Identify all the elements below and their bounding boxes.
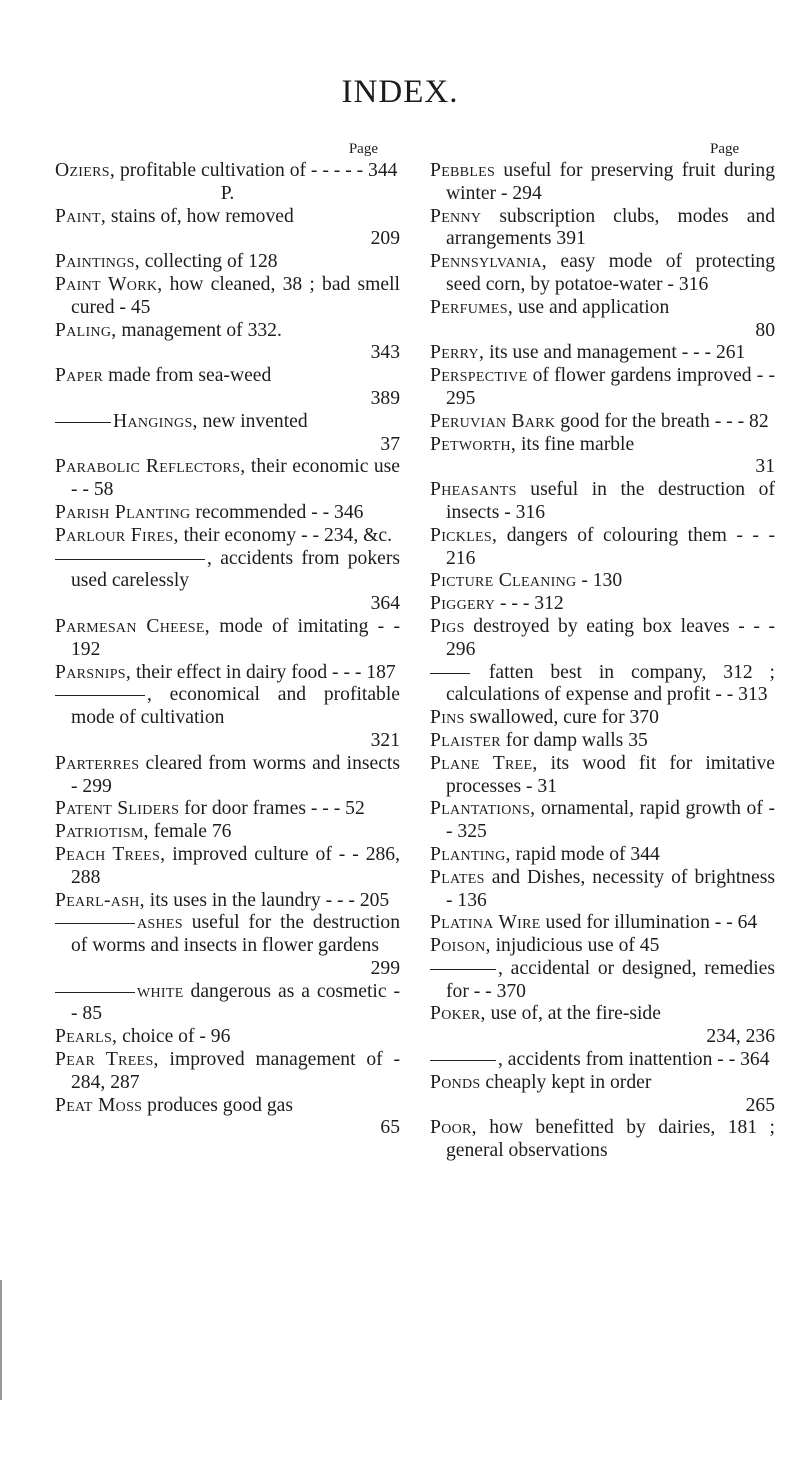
entry-page-number: 265 <box>745 1094 775 1116</box>
entry-text: of flower gardens improved - - 295 <box>446 365 775 409</box>
entry-text: for damp walls 35 <box>500 729 648 751</box>
entry-page-number: 234, 236 <box>706 1026 775 1048</box>
entry-text: , accidental or designed, remedies for - - 370 <box>446 957 775 1002</box>
entry-heading: Perfumes, <box>430 296 514 318</box>
entry-text: its fine marble <box>516 433 635 455</box>
index-entry <box>430 958 775 1004</box>
entry-page-number: 364 <box>370 593 400 615</box>
ditto-rule <box>430 673 470 674</box>
index-entry <box>55 981 400 1027</box>
entry-heading: Parlour Fires, <box>55 524 179 546</box>
index-entry <box>55 274 400 320</box>
entry-heading: white <box>137 980 184 1002</box>
index-entry <box>430 707 775 730</box>
entry-heading: Peruvian Bark <box>430 410 556 432</box>
entry-text: its wood fit for imitative processes - 31 <box>446 752 775 797</box>
entry-page-number: 65 <box>380 1117 400 1139</box>
index-entry <box>430 479 775 525</box>
index-entry <box>55 1026 400 1049</box>
entry-text: useful in the destruction of insects - 316 <box>446 479 775 523</box>
entry-text: dangers of colouring them - - - 216 <box>446 524 775 569</box>
entry-text: injudicious use of 45 <box>490 935 660 957</box>
index-entry <box>430 297 775 343</box>
entry-text: use and application <box>513 296 670 318</box>
page-column-header: Page <box>710 141 740 157</box>
entry-page-number: 389 <box>370 387 400 409</box>
entry-heading: Pigs <box>430 615 465 637</box>
page-column-header: Page <box>348 141 378 157</box>
index-entry <box>55 753 400 799</box>
entry-heading: Patriotism, <box>55 821 149 843</box>
entry-text: female 76 <box>148 821 232 843</box>
entry-heading: Paint, <box>55 205 107 227</box>
index-entry <box>430 935 775 958</box>
index-entry <box>55 662 400 685</box>
entry-text: its uses in the laundry - - - 205 <box>144 889 390 911</box>
entry-text: improved management of - 284, 287 <box>71 1049 400 1093</box>
entry-heading: Parish Planting <box>55 501 191 523</box>
index-entry <box>430 570 775 593</box>
entry-text: recommended - - 346 <box>190 501 364 523</box>
entry-text: destroyed by eating box leaves - - - 296 <box>446 615 775 660</box>
entry-text: for door frames - - - 52 <box>179 798 365 820</box>
entry-heading: Perspective <box>430 365 528 387</box>
index-entry <box>55 206 400 252</box>
entry-heading: Peat Moss <box>55 1094 143 1116</box>
entry-heading: Poison, <box>430 935 491 957</box>
entry-heading: Pearl-ash, <box>55 889 145 911</box>
entry-heading: Parsnips, <box>55 661 132 683</box>
entry-page-number: 80 <box>755 319 775 341</box>
ditto-rule <box>430 1060 496 1061</box>
entry-list <box>430 160 775 1163</box>
ditto-rule <box>55 992 135 993</box>
entry-text: ornamental, rapid growth of - - 325 <box>446 798 775 843</box>
entry-page-number: 321 <box>370 729 400 751</box>
page-title: INDEX. <box>341 74 459 110</box>
entry-heading: Pickles, <box>430 524 498 546</box>
entry-page-number: 299 <box>370 957 400 979</box>
entry-text: rapid mode of 344 <box>510 843 660 865</box>
entry-heading: ashes <box>137 912 183 934</box>
index-entry <box>430 753 775 799</box>
entry-text: profitable cultivation of - - - - - 344 <box>115 160 398 181</box>
entry-heading: Parmesan Cheese, <box>55 615 210 637</box>
entry-text: - 130 <box>576 570 623 592</box>
index-entry <box>430 160 775 206</box>
entry-heading: Pear Trees, <box>55 1049 159 1071</box>
entry-text: collecting of 128 <box>139 251 278 273</box>
index-entry <box>430 525 775 571</box>
index-entry <box>55 821 400 844</box>
entry-text: , economical and profitable mode of cultivation <box>71 684 400 729</box>
index-entry <box>430 867 775 913</box>
entry-heading: Pheasants <box>430 479 517 501</box>
entry-heading: Paintings, <box>55 251 140 273</box>
entry-text: improved culture of - - 286, 288 <box>71 843 400 888</box>
entry-text: swallowed, cure for 370 <box>464 707 659 729</box>
entry-heading: Paint Work, <box>55 273 163 295</box>
entry-text: - - - 312 <box>495 593 564 615</box>
index-entry <box>430 593 775 616</box>
index-entry <box>55 548 400 616</box>
entry-heading: Planting, <box>430 843 511 865</box>
index-entry <box>55 456 400 502</box>
entry-text: and Dishes, necessity of brightness - 136 <box>446 866 775 911</box>
section-letter: P. <box>220 182 235 204</box>
index-entry <box>55 525 400 548</box>
entry-heading: Ponds <box>430 1071 481 1093</box>
entry-text: useful for preserving fruit during winter - 294 <box>446 160 775 204</box>
entry-text: , accidents from pokers used carelessly <box>71 547 400 592</box>
entry-heading: Hangings, <box>113 410 198 432</box>
index-entry <box>55 411 400 457</box>
index-entry <box>430 798 775 844</box>
ditto-rule <box>55 559 205 560</box>
entry-heading: Pebbles <box>430 160 496 181</box>
entry-page-number: 37 <box>380 433 400 455</box>
entry-text: their effect in dairy food - - - 187 <box>131 661 396 683</box>
index-entry <box>430 206 775 252</box>
entry-text: their economic use - - 58 <box>71 456 400 501</box>
entry-text: how benefitted by dairies, 181 ; general observations <box>446 1117 775 1162</box>
index-entry <box>430 616 775 662</box>
index-column-left <box>55 140 400 1140</box>
entry-heading: Plantations, <box>430 798 536 820</box>
entry-heading: Penny <box>430 205 482 227</box>
scan-edge-mark <box>0 1280 6 1400</box>
index-entry <box>55 798 400 821</box>
index-entry <box>430 662 775 708</box>
entry-heading: Platina Wire <box>430 912 541 934</box>
entry-text: use of, at the fire-side <box>485 1003 661 1025</box>
index-entry <box>55 365 400 411</box>
entry-heading: Oziers, <box>55 160 116 181</box>
entry-text: made from sea-weed <box>103 365 272 387</box>
entry-page-number: 209 <box>370 228 400 250</box>
index-entry <box>430 411 775 434</box>
index-entry <box>430 1072 775 1118</box>
index-entry <box>430 844 775 867</box>
index-entry <box>55 890 400 913</box>
index-entry <box>430 1117 775 1163</box>
index-entry <box>430 365 775 411</box>
entry-text: stains of, how removed <box>106 205 294 227</box>
entry-text: easy mode of protecting seed corn, by potatoe-water - 316 <box>446 251 775 295</box>
index-entry <box>55 1049 400 1095</box>
entry-heading: Paling, <box>55 319 117 341</box>
index-column-right <box>430 140 775 1163</box>
entry-text: their economy - - 234, &c. <box>178 524 392 546</box>
entry-text: management of 332. <box>116 319 282 341</box>
entry-text: how cleaned, 38 ; bad smell cured - 45 <box>71 273 400 318</box>
index-entry <box>55 844 400 890</box>
index-entry <box>430 251 775 297</box>
index-entry <box>430 912 775 935</box>
entry-heading: Picture Cleaning <box>430 570 577 592</box>
index-entry <box>55 502 400 525</box>
entry-text: cheaply kept in order <box>480 1071 652 1093</box>
entry-page-number: 31 <box>755 456 775 478</box>
entry-heading: Poor, <box>430 1117 477 1139</box>
index-entry <box>55 616 400 662</box>
entry-heading: Poker, <box>430 1003 486 1025</box>
entry-heading: Parabolic Reflectors, <box>55 456 246 478</box>
index-entry <box>430 730 775 753</box>
entry-heading: Paper <box>55 365 104 387</box>
ditto-rule <box>55 923 135 924</box>
entry-heading: Pearls, <box>55 1026 118 1048</box>
entry-text: useful for the destruction of worms and insects in flower gardens <box>71 912 400 957</box>
entry-heading: Piggery <box>430 593 496 615</box>
entry-text: new invented <box>197 410 308 432</box>
index-entry <box>430 1003 775 1049</box>
entry-text: its use and management - - - 261 <box>484 342 746 364</box>
index-entry <box>55 160 400 183</box>
entry-text: used for illumination - - 64 <box>540 912 758 934</box>
entry-text: dangerous as a cosmetic - - 85 <box>71 980 400 1025</box>
entry-text: produces good gas <box>142 1094 293 1116</box>
entry-heading: Plates <box>430 866 485 888</box>
index-entry <box>55 320 400 366</box>
entry-text: choice of - 96 <box>117 1026 231 1048</box>
entry-heading: Peach Trees, <box>55 843 166 865</box>
entry-text: , accidents from inattention - - 364 <box>498 1049 770 1071</box>
index-entry <box>55 912 400 980</box>
ditto-rule <box>55 422 111 423</box>
entry-heading: Patent Sliders <box>55 798 180 820</box>
index-entry <box>430 1049 775 1072</box>
entry-heading: Parterres <box>55 752 140 774</box>
entry-list <box>55 160 400 1140</box>
entry-text: fatten best in company, 312 ; calculations of expense and profit - - 313 <box>446 661 775 706</box>
index-entry <box>55 684 400 752</box>
entry-text: good for the breath - - - 82 <box>555 410 769 432</box>
entry-heading: Pennsylvania, <box>430 251 547 273</box>
ditto-rule <box>430 969 496 970</box>
entry-text: mode of imitating - - 192 <box>71 615 400 660</box>
entry-heading: Pins <box>430 707 465 729</box>
entry-heading: Plane Tree, <box>430 752 538 774</box>
index-entry <box>430 342 775 365</box>
index-entry <box>55 1095 400 1141</box>
entry-heading: Perry, <box>430 342 485 364</box>
entry-heading: Petworth, <box>430 433 517 455</box>
entry-heading: Plaister <box>430 729 501 751</box>
index-entry <box>55 251 400 274</box>
index-entry <box>430 434 775 480</box>
entry-text: cleared from worms and insects - 299 <box>71 752 400 797</box>
ditto-rule <box>55 695 145 696</box>
entry-page-number: 343 <box>370 342 400 364</box>
entry-text: subscription clubs, modes and arrangements 391 <box>446 205 775 250</box>
